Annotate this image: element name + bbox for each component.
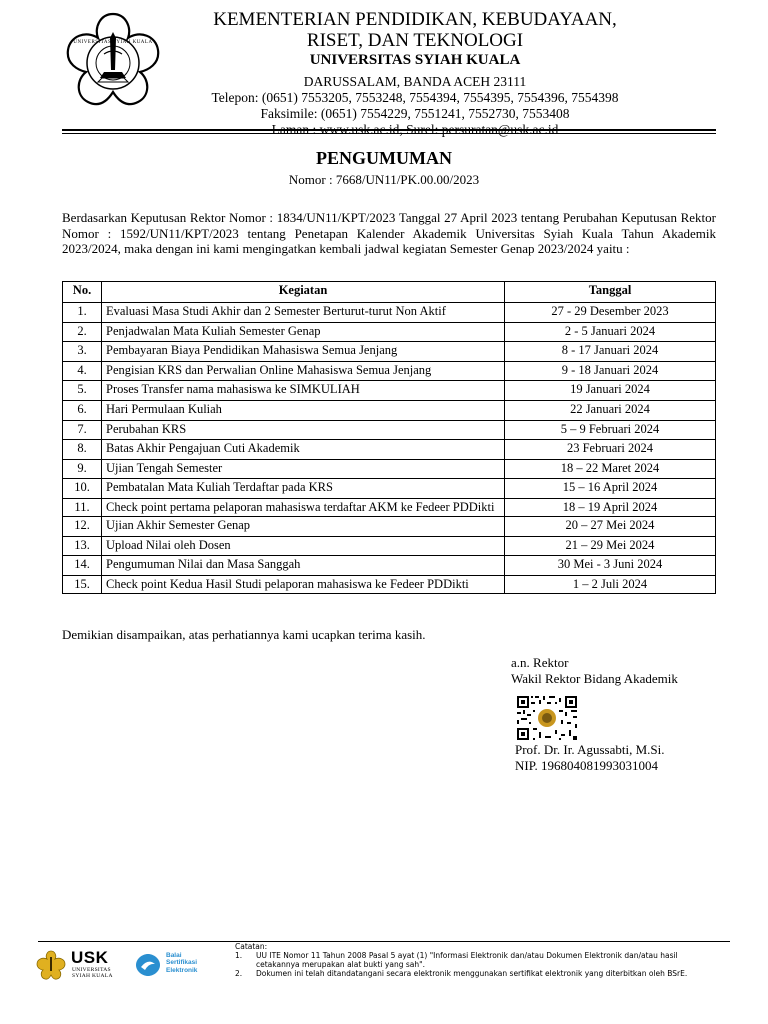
- address: DARUSSALAM, BANDA ACEH 23111: [303, 74, 527, 90]
- row-tanggal: 27 - 29 Desember 2023: [505, 303, 716, 323]
- header-tanggal: Tanggal: [505, 282, 716, 303]
- row-no: 9.: [63, 459, 102, 479]
- header-kegiatan: Kegiatan: [102, 282, 505, 303]
- document-title: PENGUMUMAN: [316, 148, 452, 168]
- row-tanggal: 9 - 18 Januari 2024: [505, 361, 716, 381]
- signature-qr-code-icon: [515, 694, 579, 742]
- row-kegiatan: Upload Nilai oleh Dosen: [102, 536, 505, 556]
- table-row: [63, 459, 716, 479]
- row-kegiatan: Batas Akhir Pengajuan Cuti Akademik: [102, 440, 505, 460]
- row-kegiatan: Check point Kedua Hasil Studi pelaporan mahasiswa ke Fedeer PDDikti: [102, 575, 505, 593]
- row-tanggal: 23 Februari 2024: [505, 440, 716, 460]
- signatory-position: Wakil Rektor Bidang Akademik: [511, 671, 678, 687]
- document-number: Nomor : 7668/UN11/PK.00.00/2023: [288, 172, 480, 187]
- note-text: Dokumen ini telah ditandatangani secara elektronik menggunakan sertifikat elektronik yang diterbitkan oleh BSrE.: [256, 969, 688, 978]
- ministry-line-2: RISET, DAN TEKNOLOGI: [306, 29, 524, 51]
- row-tanggal: 20 – 27 Mei 2024: [505, 516, 716, 536]
- row-tanggal: 22 Januari 2024: [505, 400, 716, 420]
- footer-notes: [235, 942, 705, 978]
- bsre-line2: Sertifikasi: [166, 959, 198, 967]
- table-row: [63, 361, 716, 381]
- table-row: [63, 516, 716, 536]
- table-row: [63, 479, 716, 499]
- letterhead: [170, 10, 660, 138]
- note-item: [235, 951, 705, 969]
- table-row: [63, 575, 716, 593]
- row-no: 14.: [63, 556, 102, 576]
- signatory-details: [515, 742, 665, 775]
- row-kegiatan: Penjadwalan Mata Kuliah Semester Genap: [102, 322, 505, 342]
- signatory-name: Prof. Dr. Ir. Agussabti, M.Si.: [515, 742, 665, 757]
- signatory-nip: NIP. 196804081993031004: [515, 758, 659, 774]
- row-tanggal: 19 Januari 2024: [505, 381, 716, 401]
- table-row: [63, 322, 716, 342]
- row-no: 1.: [63, 303, 102, 323]
- signatory-role: a.n. Rektor: [511, 655, 569, 670]
- signature-block: [511, 655, 678, 688]
- table-row: [63, 536, 716, 556]
- usk-logo-text: USK: [71, 948, 109, 967]
- row-kegiatan: Pengumuman Nilai dan Masa Sanggah: [102, 556, 505, 576]
- row-kegiatan: Evaluasi Masa Studi Akhir dan 2 Semester Berturut-turut Non Aktif: [102, 303, 505, 323]
- table-row: [63, 303, 716, 323]
- ministry-line-1: KEMENTERIAN PENDIDIKAN, KEBUDAYAAN,: [213, 9, 617, 30]
- row-no: 10.: [63, 479, 102, 499]
- intro-paragraph: Berdasarkan Keputusan Rektor Nomor : 1834/UN11/KPT/2023 Tanggal 27 April 2023 tentang Perubahan Keputusan Rektor Nomor : 1592/UN11/KPT/2023 tentang Penetapan Kalender Akademik Universitas Syiah Kuala Tahun Akademik 2023/2024, maka dengan ini kami mengingatkan kembali jadwal kegiatan Semester Genap 2023/2024 yaitu :: [62, 210, 716, 257]
- bsre-line1: Balai: [166, 952, 182, 959]
- row-no: 5.: [63, 381, 102, 401]
- row-tanggal: 21 – 29 Mei 2024: [505, 536, 716, 556]
- letterhead-rule: [62, 129, 716, 131]
- university-name: UNIVERSITAS SYIAH KUALA: [309, 51, 521, 68]
- row-no: 13.: [63, 536, 102, 556]
- row-no: 7.: [63, 420, 102, 440]
- row-tanggal: 8 - 17 Januari 2024: [505, 342, 716, 362]
- row-no: 8.: [63, 440, 102, 460]
- row-tanggal: 1 – 2 Juli 2024: [505, 575, 716, 593]
- usk-logo-sub2: SYIAH KUALA: [72, 973, 113, 980]
- table-row: [63, 400, 716, 420]
- row-kegiatan: Hari Permulaan Kuliah: [102, 400, 505, 420]
- row-kegiatan: Pembatalan Mata Kuliah Terdaftar pada KRS: [102, 479, 505, 499]
- table-row: [63, 381, 716, 401]
- bsre-line3: Elektronik: [166, 966, 198, 974]
- row-no: 4.: [63, 361, 102, 381]
- row-no: 3.: [63, 342, 102, 362]
- row-tanggal: 30 Mei - 3 Juni 2024: [505, 556, 716, 576]
- note-number: 2.: [235, 969, 243, 978]
- seal-text: UNIVERSITAS SYIAH KUALA: [73, 40, 153, 45]
- bsre-emblem-icon: [134, 952, 162, 978]
- note-item: [235, 969, 705, 978]
- row-no: 2.: [63, 322, 102, 342]
- row-no: 12.: [63, 516, 102, 536]
- table-header-row: [63, 282, 716, 303]
- note-text: UU ITE Nomor 11 Tahun 2008 Pasal 5 ayat (1) "Informasi Elektronik dan/atau Dokumen Elektronik dan/atau hasil cetakannya merupakan alat bukti yang sah".: [256, 951, 678, 969]
- table-row: [63, 342, 716, 362]
- note-number: 1.: [235, 951, 243, 960]
- usk-logo: [34, 946, 122, 982]
- header-no: No.: [63, 282, 102, 303]
- row-kegiatan: Proses Transfer nama mahasiswa ke SIMKULIAH: [102, 381, 505, 401]
- schedule-table: [62, 281, 716, 594]
- usk-emblem-icon: [34, 950, 68, 980]
- row-no: 11.: [63, 498, 102, 516]
- row-no: 6.: [63, 400, 102, 420]
- phone-numbers: Telepon: (0651) 7553205, 7553248, 7554394, 7554395, 7554396, 7554398: [211, 90, 619, 106]
- closing-sentence: Demikian disampaikan, atas perhatiannya kami ucapkan terima kasih.: [62, 627, 426, 642]
- table-row: [63, 556, 716, 576]
- row-tanggal: 15 – 16 April 2024: [505, 479, 716, 499]
- website-email: Laman : www.usk.ac.id, Surel: persuratan@usk.ac.id: [271, 122, 559, 138]
- table-row: [63, 420, 716, 440]
- usk-logo-subtitle: [72, 967, 113, 979]
- university-seal-icon: [60, 8, 166, 114]
- table-row: [63, 440, 716, 460]
- row-kegiatan: Ujian Tengah Semester: [102, 459, 505, 479]
- row-tanggal: 18 – 22 Maret 2024: [505, 459, 716, 479]
- usk-logo-sub1: UNIVERSITAS: [72, 967, 111, 973]
- fax-numbers: Faksimile: (0651) 7554229, 7551241, 7552730, 7553408: [260, 106, 570, 122]
- bsre-logo: [134, 950, 214, 980]
- row-kegiatan: Pengisian KRS dan Perwalian Online Mahasiswa Semua Jenjang: [102, 361, 505, 381]
- row-no: 15.: [63, 575, 102, 593]
- row-kegiatan: Perubahan KRS: [102, 420, 505, 440]
- bsre-logo-text: [166, 952, 197, 974]
- table-row: [63, 498, 716, 516]
- row-tanggal: 2 - 5 Januari 2024: [505, 322, 716, 342]
- row-kegiatan: Ujian Akhir Semester Genap: [102, 516, 505, 536]
- letterhead-rule-thin: [62, 133, 716, 134]
- notes-title: Catatan:: [235, 942, 268, 951]
- row-kegiatan: Pembayaran Biaya Pendidikan Mahasiswa Semua Jenjang: [102, 342, 505, 362]
- row-kegiatan: Check point pertama pelaporan mahasiswa terdaftar AKM ke Fedeer PDDikti: [102, 498, 505, 516]
- row-tanggal: 5 – 9 Februari 2024: [505, 420, 716, 440]
- row-tanggal: 18 – 19 April 2024: [505, 498, 716, 516]
